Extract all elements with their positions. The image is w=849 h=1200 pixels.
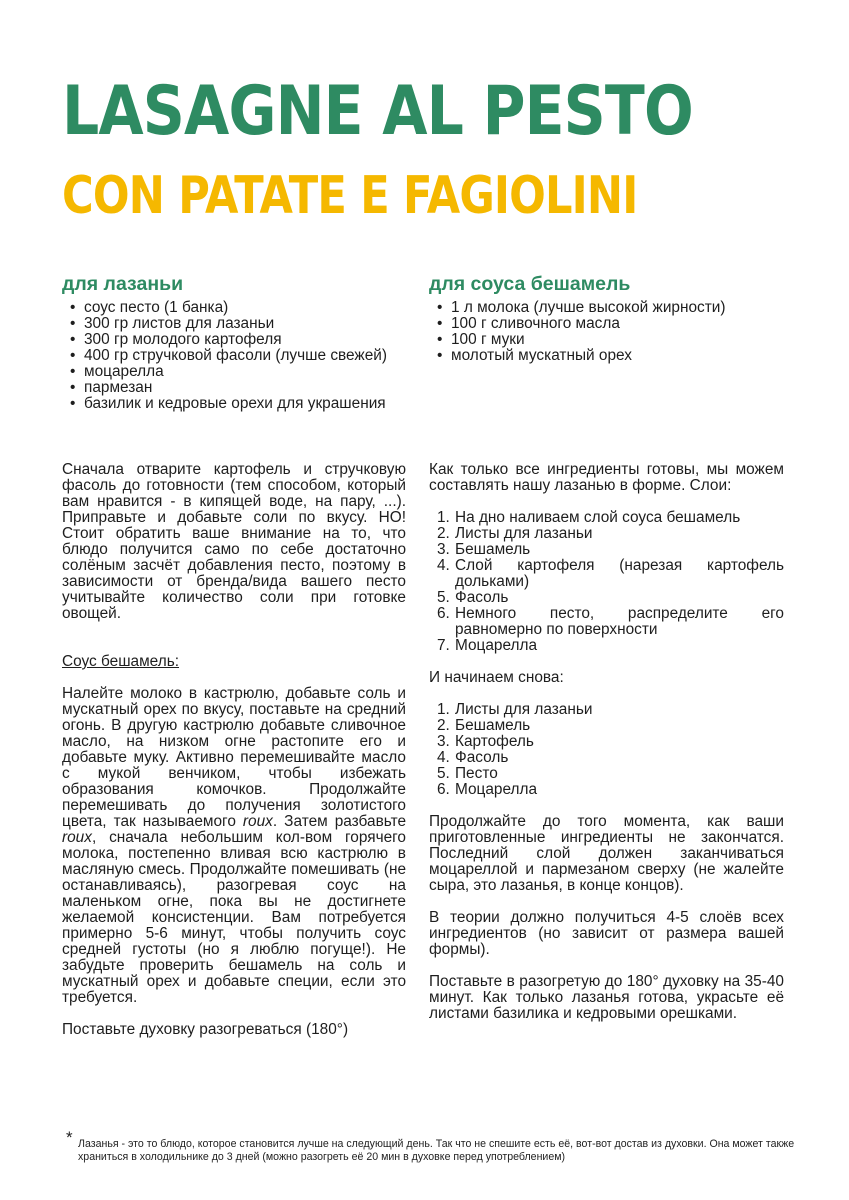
ingredients-lasagna [62,272,406,412]
list-item: • пармезан [62,380,406,396]
list-item: • 100 г муки [429,332,784,348]
again-label: И начинаем снова: [429,669,564,686]
list-item: 7. Моцарелла [437,637,538,654]
list-item: 3. Бешамель [437,541,531,558]
list-item: 1. Листы для лазаньи [437,701,593,718]
list-item: 3. Картофель [437,733,534,750]
layers-list-first [429,510,784,654]
list-item: 5. Фасоль [437,589,509,606]
list-item: • 400 гр стручковой фасоли (лучше свежей) [62,348,406,364]
theory-paragraph: В теории должно получиться 4-5 слоёв всех ингредиентов (но зависит от размера вашей формы). [429,909,784,958]
ingredients-lasagna-list [62,300,406,412]
list-item: • моцарелла [62,364,406,380]
recipe-subtitle: CON PATATE E FAGIOLINI [62,166,638,226]
sauce-paragraph: Налейте молоко в кастрюлю, добавьте соль и мускатный орех по вкусу, поставьте на средний огонь. В другую кастрюлю добавьте сливочное масло, на низком огне растопите его и добавьте муку. Активно перемешивайте масло с мукой венчиком, чтобы избежать образования комочков. Продолжайте перемешивать до получения золотистого цвета, так называемого roux. Затем разбавьте roux, сначала небольшим кол-вом горячего молока, постепенно вливая всю кастрюлю в масляную смесь. Продолжайте помешивать (не останавливаясь), разогревая соус на маленьком огне, пока вы не достигнете желаемой консистенции. Вам потребуется примерно 5-6 минут, чтобы получить соус средней густоты (но я люблю погуще!). Не забудьте проверить бешамель на соль и мускатный орех и добавьте специи, если это требуется. [62,685,407,1006]
ingredients-lasagna-heading: для лазаньи [62,273,184,295]
list-item: 4. Слой картофеля (нарезая картофель дольками) [437,557,784,590]
list-item: 4. Фасоль [437,749,509,766]
list-item: • 300 гр молодого картофеля [62,332,406,348]
list-item: 6. Моцарелла [437,781,538,798]
list-item: • 100 г сливочного масла [429,316,784,332]
list-item: 2. Листы для лазаньи [437,525,593,542]
footnote-mark: * [66,1128,73,1147]
list-item: • базилик и кедровые орехи для украшения [62,396,406,412]
ingredients-bechamel-heading: для соуса бешамель [429,273,631,295]
list-item: • молотый мускатный орех [429,348,784,364]
list-item: • соус песто (1 банка) [62,300,406,316]
list-item: 6. Немного песто, распределите его равномерно по поверхности [437,605,784,638]
footnote: Лазанья - это то блюдо, которое становится лучше на следующий день. Так что не спешите есть её, вот-вот достав из духовки. Она может также храниться в холодильнике до 3 дней (можно разогреть её 20 мин в духовке перед употреблением) [78,1138,795,1163]
ingredients-bechamel [429,272,784,364]
sauce-heading: Соус бешамель: [62,653,180,670]
intro-paragraph: Сначала отварите картофель и стручковую фасоль до готовности (тем способом, который вам нравится - в кипящей воде, на пару, ...). Приправьте и добавьте соли по вкусу. НО! Стоит обратить ваше внимание на то, что блюдо получится само по себе достаточно солёным засчёт добавления песто, поэтому в зависимости от бренда/вида вашего песто учитывайте количество соли при готовке овощей. [62,461,406,622]
assembly-intro: Как только все ингредиенты готовы, мы можем составлять нашу лазанью в форме. Слои: [429,461,784,494]
list-item: • 1 л молока (лучше высокой жирности) [429,300,784,316]
recipe-title: LASAGNE AL PESTO [62,72,693,151]
oven-paragraph: Поставьте духовку разогреваться (180°) [62,1021,349,1038]
list-item: 2. Бешамель [437,717,531,734]
instructions-left [62,462,406,1038]
list-item: 1. На дно наливаем слой соуса бешамель [437,509,741,526]
list-item: • 300 гр листов для лазаньи [62,316,406,332]
layers-list-second [429,702,784,798]
list-item: 5. Песто [437,765,498,782]
ingredients-bechamel-list [429,300,784,364]
bake-paragraph: Поставьте в разогретую до 180° духовку на 35-40 минут. Как только лазанья готова, украсьте её листами базилика и кедровыми орешками. [429,973,784,1022]
instructions-right [429,462,784,1022]
continue-paragraph: Продолжайте до того момента, как ваши приготовленные ингредиенты не закончатся. Последний слой должен заканчиваться моцареллой и пармезаном сверху (не жалейте сыра, это лазанья, в конце концов). [429,813,784,894]
